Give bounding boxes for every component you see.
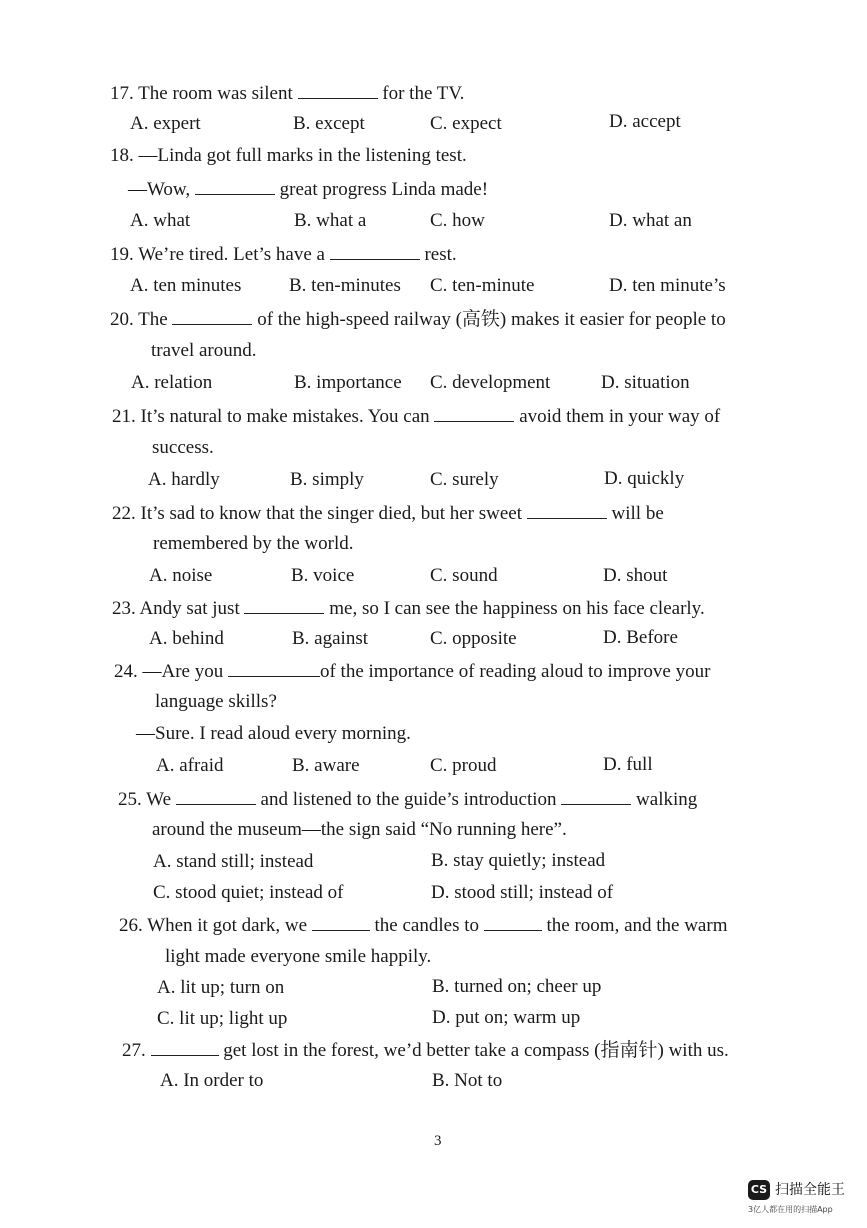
q20-option-b: B. importance — [294, 372, 402, 393]
question-17-stem: 17. The room was silent for the TV. — [110, 80, 464, 106]
q26-option-b: B. turned on; cheer up — [432, 976, 602, 997]
q17-option-b: B. except — [293, 113, 365, 134]
question-19-stem: 19. We’re tired. Let’s have a rest. — [110, 241, 457, 267]
q22-option-c: C. sound — [430, 565, 498, 586]
q24-option-a: A. afraid — [156, 755, 224, 776]
question-25-stem-cont: around the museum—the sign said “No running here”. — [152, 819, 567, 840]
q27-option-a: A. In order to — [160, 1070, 264, 1091]
question-21-stem: 21. It’s natural to make mistakes. You can avoid them in your way of — [112, 403, 720, 429]
question-20-stem: 20. The of the high-speed railway (高铁) makes it easier for people to — [110, 306, 726, 332]
q18-option-c: C. how — [430, 210, 485, 231]
camscanner-logo-icon: CS — [748, 1180, 770, 1200]
q19-option-c: C. ten-minute — [430, 275, 535, 296]
watermark-tagline: 3亿人都在用的扫描App — [748, 1205, 833, 1214]
answer-blank — [312, 912, 370, 931]
q21-option-a: A. hardly — [148, 469, 220, 490]
q25-option-a: A. stand still; instead — [153, 851, 314, 872]
answer-blank — [244, 595, 324, 614]
question-27-stem: 27. get lost in the forest, we’d better take a compass (指南针) with us. — [122, 1037, 729, 1063]
q23-option-d: D. Before — [603, 627, 678, 648]
q18-option-b: B. what a — [294, 210, 367, 231]
question-22-stem-cont: remembered by the world. — [153, 533, 354, 554]
q20-option-a: A. relation — [131, 372, 213, 393]
q25-option-b: B. stay quietly; instead — [431, 850, 606, 871]
answer-blank — [434, 403, 514, 422]
q23-option-c: C. opposite — [430, 628, 517, 649]
answer-blank — [527, 500, 607, 519]
q17-option-d: D. accept — [609, 111, 681, 132]
q25-option-c: C. stood quiet; instead of — [153, 882, 344, 903]
q22-option-d: D. shout — [603, 565, 668, 586]
q25-option-d: D. stood still; instead of — [431, 882, 614, 903]
question-24-reply: —Sure. I read aloud every morning. — [136, 723, 411, 744]
q21-option-b: B. simply — [290, 469, 364, 490]
answer-blank — [484, 912, 542, 931]
question-23-stem: 23. Andy sat just me, so I can see the happiness on his face clearly. — [112, 595, 705, 621]
q24-option-d: D. full — [603, 754, 653, 775]
answer-blank — [172, 306, 252, 325]
q22-option-b: B. voice — [291, 565, 355, 586]
question-24-stem: 24. —Are you of the importance of reading aloud to improve your — [114, 658, 710, 684]
question-20-stem-cont: travel around. — [151, 340, 257, 361]
q19-option-b: B. ten-minutes — [289, 275, 401, 296]
question-18-reply: —Wow, great progress Linda made! — [128, 176, 488, 202]
question-24-stem-cont: language skills? — [155, 691, 277, 712]
q22-option-a: A. noise — [149, 565, 213, 586]
question-26-stem: 26. When it got dark, we the candles to the room, and the warm — [119, 912, 727, 938]
question-21-stem-cont: success. — [152, 437, 214, 458]
q26-option-d: D. put on; warm up — [432, 1007, 581, 1028]
answer-blank — [151, 1037, 219, 1056]
q26-option-c: C. lit up; light up — [157, 1008, 288, 1029]
scanner-watermark — [748, 1180, 860, 1220]
q26-option-a: A. lit up; turn on — [157, 977, 285, 998]
watermark-app-name: 扫描全能王 — [775, 1182, 845, 1198]
answer-blank — [330, 241, 420, 260]
q23-option-a: A. behind — [149, 628, 224, 649]
q23-option-b: B. against — [292, 628, 368, 649]
answer-blank — [176, 786, 256, 805]
q17-option-c: C. expect — [430, 113, 502, 134]
question-22-stem: 22. It’s sad to know that the singer died, but her sweet will be — [112, 500, 664, 526]
q18-option-d: D. what an — [609, 210, 692, 231]
question-18-stem: 18. —Linda got full marks in the listening test. — [110, 145, 467, 166]
question-26-stem-cont: light made everyone smile happily. — [165, 946, 432, 967]
q24-option-b: B. aware — [292, 755, 360, 776]
page-number: 3 — [434, 1133, 442, 1149]
q20-option-d: D. situation — [601, 372, 690, 393]
q20-option-c: C. development — [430, 372, 551, 393]
q21-option-d: D. quickly — [604, 468, 685, 489]
q21-option-c: C. surely — [430, 469, 499, 490]
q24-option-c: C. proud — [430, 755, 497, 776]
answer-blank — [228, 658, 320, 677]
q27-option-b: B. Not to — [432, 1070, 503, 1091]
answer-blank — [561, 786, 631, 805]
question-25-stem: 25. We and listened to the guide’s introduction walking — [118, 786, 697, 812]
q19-option-d: D. ten minute’s — [609, 275, 726, 296]
q19-option-a: A. ten minutes — [130, 275, 242, 296]
answer-blank — [195, 176, 275, 195]
q18-option-a: A. what — [130, 210, 191, 231]
q17-option-a: A. expert — [130, 113, 201, 134]
answer-blank — [298, 80, 378, 99]
